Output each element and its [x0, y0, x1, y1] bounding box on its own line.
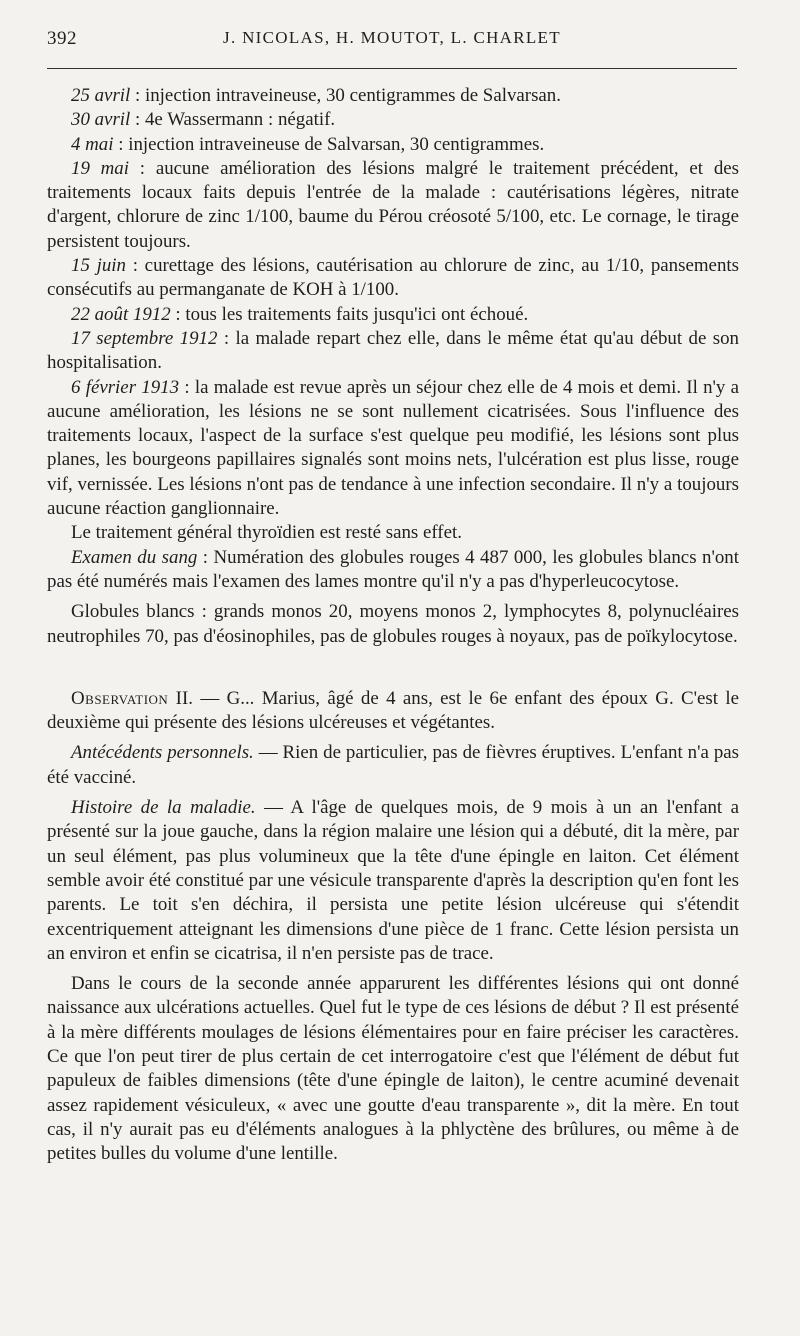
paragraph-lead: 30 avril — [71, 109, 131, 131]
paragraph-text: : la malade repart chez elle, dans le même état qu'au début de son hospitalisation. — [47, 327, 739, 374]
paragraph-text: : tous les traitements faits jusqu'ici ont échoué. — [170, 303, 529, 325]
paragraph-text: — Rien de particulier, pas de fièvres éruptives. L'enfant n'a pas été vacciné. — [47, 742, 739, 788]
paragraph — [47, 376, 739, 522]
paragraph — [47, 133, 739, 157]
paragraph-lead: Histoire de la maladie. — [71, 797, 256, 819]
paragraph — [47, 521, 739, 545]
page-number: 392 — [47, 28, 77, 49]
paragraph — [47, 600, 739, 649]
paragraph-text: : la malade est revue après un séjour chez elle de 4 mois et demi. Il n'y a aucune amélioration, les lésions ne se sont nullement cicatrisées. Sous l'influence des traitements locaux, l'aspect de la surface s'est quelque peu modifié, les lésions sont plus planes, les bourgeons papillaires signalés sont moins nets, l'ulcération est plus lisse, rouge vif, vernissée. Les lésions n'ont pas de tendance à une infection secondaire. Il n'y a toujours aucune réaction ganglionnaire. — [47, 376, 739, 520]
paragraph — [47, 108, 739, 132]
paragraph-lead: 17 septembre 1912 — [71, 327, 218, 349]
page-header — [47, 28, 737, 58]
paragraph — [47, 254, 739, 303]
paragraph-lead: 4 mai — [71, 133, 114, 155]
paragraph — [47, 157, 739, 254]
paragraph-lead: 19 mai — [71, 157, 130, 179]
observation-label: Observation — [71, 687, 169, 709]
running-head: J. NICOLAS, H. MOUTOT, L. CHARLET — [223, 28, 561, 47]
paragraph-text: II. — G... Marius, âgé de 4 ans, est le 6e enfant des époux G. C'est le deuxième qui présente des lésions ulcéreuses et végétantes. — [47, 687, 739, 734]
paragraph-text: : 4e Wassermann : négatif. — [130, 109, 336, 131]
paragraph-lead: 22 août 1912 — [71, 303, 171, 325]
paragraph-lead: 15 juin — [71, 255, 126, 277]
body-text — [47, 84, 739, 1166]
paragraph-lead: Examen du sang — [71, 546, 198, 568]
paragraph-lead: 25 avril — [71, 85, 131, 106]
paragraph — [47, 796, 739, 966]
paragraph-text: Le traitement général thyroïdien est resté sans effet. — [71, 522, 462, 544]
paragraph-text: : Numération des globules rouges 4 487 000, les globules blancs n'ont pas été numérés mais l'examen des lames montre qu'il n'y a pas d'hyperleucocytose. — [47, 546, 739, 592]
paragraph — [47, 546, 739, 595]
paragraph — [47, 84, 739, 108]
paragraph-text: : aucune amélioration des lésions malgré le traitement précédent, et des traitements locaux faits depuis l'entrée de la malade : cautérisations légères, nitrate d'argent, chlorure de zinc 1/100, baume du Pérou créosoté 5/100, etc. Le cornage, le tirage persistent toujours. — [47, 157, 740, 252]
paragraph-text: : injection intraveineuse de Salvarsan, 30 centigrammes. — [113, 133, 545, 155]
paragraph-lead: 6 février 1913 — [71, 376, 180, 398]
paragraph-text: — A l'âge de quelques mois, de 9 mois à un an l'enfant a présenté sur la joue gauche, dans la région malaire une lésion qui a débuté, dit la mère, par un seul élément, pas plus volumineux que la tête d'une épingle en laiton. Cet élément semble avoir été constitué par une vésicule transparente d'après la description qu'en font les parents. Le toit s'en déchira, il persista une petite lésion ulcéreuse qui s'étendit excentriquement atteignant les dimensions d'une pièce de 1 franc. Cette lésion persista un an environ et enfin se cicatrisa, il n'en persiste pas de trace. — [47, 797, 740, 964]
paragraph-text: Dans le cours de la seconde année apparurent les différentes lésions qui ont donné naissance aux ulcérations actuelles. Quel fut le type de ces lésions de début ? Il est présenté à la mère différents moulages de lésions élémentaires pour en faire préciser les caractères. Ce que l'on peut tirer de plus certain de cet interrogatoire c'est que l'élément de début fut papuleux de faibles dimensions (tête d'une épingle de laiton), le centre acuminé devenait assez rapidement vésiculeux, « avec une goutte d'eau transparente », dit la mère. En tout cas, il n'y aurait pas eu d'éléments analogues à la phlyctène des brûlures, ou même à de petites bulles du volume d'une lentille. — [47, 973, 739, 1165]
paragraph-lead: Antécédents personnels. — [71, 742, 254, 764]
paragraph-text: : injection intraveineuse, 30 centigrammes de Salvarsan. — [130, 85, 561, 106]
paragraph — [47, 972, 739, 1166]
paragraph-text: : curettage des lésions, cautérisation au chlorure de zinc, au 1/10, pansements consécutifs au permanganate de KOH à 1/100. — [47, 255, 739, 301]
header-rule — [47, 68, 737, 69]
paragraph — [47, 303, 739, 327]
paragraph-text: Globules blancs : grands monos 20, moyens monos 2, lymphocytes 8, polynucléaires neutrophiles 70, pas d'éosinophiles, pas de globules rouges à noyaux, pas de poïkylocytose. — [47, 601, 739, 647]
paragraph — [47, 327, 739, 376]
paragraph — [47, 741, 739, 790]
observation-heading-paragraph — [47, 687, 739, 736]
